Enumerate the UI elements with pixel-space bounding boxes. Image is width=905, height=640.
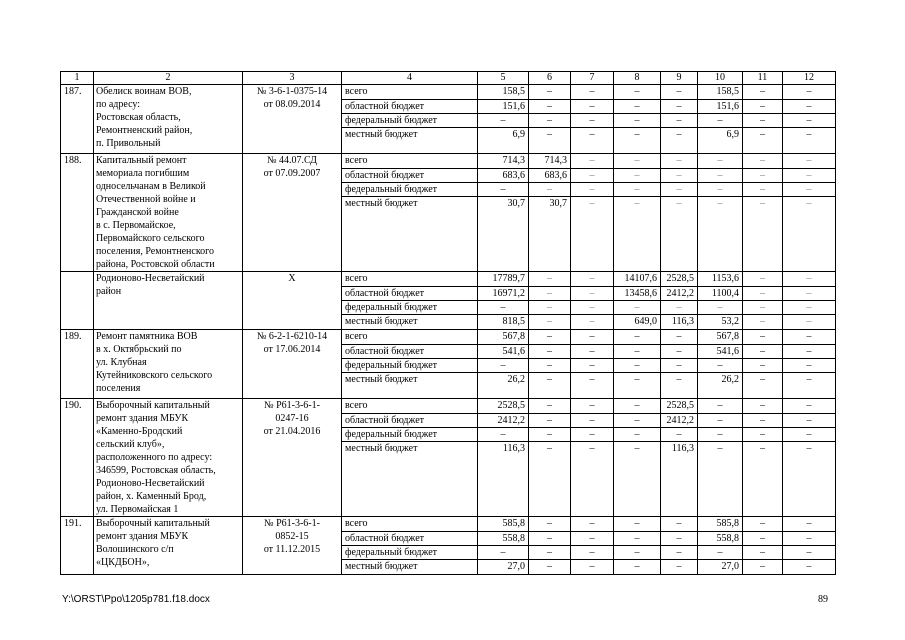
value-cell: – — [743, 546, 783, 560]
value-cell: – — [614, 128, 661, 154]
row-number: 188. — [61, 154, 94, 272]
value-cell: – — [529, 128, 571, 154]
row-number: 189. — [61, 330, 94, 399]
value-cell: – — [571, 399, 614, 414]
value-cell: – — [661, 330, 698, 345]
document-ref: № Р61-3-6-1- 0852-15 от 11.12.2015 — [243, 517, 342, 575]
value-cell: – — [571, 301, 614, 315]
value-cell: – — [571, 330, 614, 345]
value-cell: 649,0 — [614, 315, 661, 330]
value-cell: 26,2 — [698, 373, 743, 399]
value-cell: – — [529, 546, 571, 560]
value-cell: – — [614, 546, 661, 560]
value-cell: 2528,5 — [478, 399, 529, 414]
value-cell: – — [698, 428, 743, 442]
value-cell: 151,6 — [478, 100, 529, 114]
value-cell: – — [661, 169, 698, 183]
value-cell: – — [571, 345, 614, 359]
value-cell: – — [529, 414, 571, 428]
value-cell: – — [743, 301, 783, 315]
value-cell: – — [614, 442, 661, 517]
funding-source: местный бюджет — [342, 315, 478, 330]
value-cell: 6,9 — [698, 128, 743, 154]
value-cell: – — [783, 359, 836, 373]
value-cell: – — [698, 442, 743, 517]
value-cell: 116,3 — [661, 442, 698, 517]
value-cell: – — [614, 183, 661, 197]
funding-source: местный бюджет — [342, 373, 478, 399]
header-cell: 7 — [571, 72, 614, 85]
value-cell: 158,5 — [698, 85, 743, 100]
table-row — [61, 154, 836, 169]
value-cell: – — [661, 532, 698, 546]
funding-source: областной бюджет — [342, 287, 478, 301]
value-cell: – — [661, 183, 698, 197]
header-cell: 1 — [61, 72, 94, 85]
value-cell: 30,7 — [529, 197, 571, 272]
header-cell: 4 — [342, 72, 478, 85]
value-cell: – — [783, 272, 836, 287]
header-cell: 9 — [661, 72, 698, 85]
funding-source: всего — [342, 399, 478, 414]
value-cell: 585,8 — [478, 517, 529, 532]
funding-source: всего — [342, 154, 478, 169]
value-cell: 116,3 — [661, 315, 698, 330]
value-cell: – — [661, 114, 698, 128]
value-cell: – — [614, 301, 661, 315]
value-cell: – — [661, 85, 698, 100]
value-cell: – — [743, 197, 783, 272]
value-cell: – — [529, 114, 571, 128]
value-cell: – — [743, 114, 783, 128]
value-cell: – — [743, 345, 783, 359]
object-name: Выборочный капитальный ремонт здания МБУК Волошинского с/п «ЦКДБОН», — [94, 517, 243, 575]
table-row — [61, 272, 836, 287]
value-cell: – — [478, 301, 529, 315]
value-cell: – — [529, 532, 571, 546]
value-cell: 116,3 — [478, 442, 529, 517]
value-cell: 151,6 — [698, 100, 743, 114]
value-cell: – — [614, 114, 661, 128]
value-cell: 14107,6 — [614, 272, 661, 287]
value-cell: – — [783, 330, 836, 345]
value-cell: – — [571, 532, 614, 546]
object-name: Обелиск воинам ВОВ, по адресу: Ростовская область, Ремонтненский район, п. Привольный — [94, 85, 243, 154]
funding-source: всего — [342, 330, 478, 345]
value-cell: 158,5 — [478, 85, 529, 100]
value-cell: – — [661, 345, 698, 359]
value-cell: – — [529, 330, 571, 345]
funding-source: местный бюджет — [342, 442, 478, 517]
value-cell: – — [614, 517, 661, 532]
value-cell: – — [614, 359, 661, 373]
row-number: 190. — [61, 399, 94, 517]
value-cell: 27,0 — [478, 560, 529, 575]
value-cell: – — [529, 428, 571, 442]
value-cell: 683,6 — [478, 169, 529, 183]
header-cell: 2 — [94, 72, 243, 85]
value-cell: – — [661, 546, 698, 560]
value-cell: – — [661, 100, 698, 114]
value-cell: – — [743, 428, 783, 442]
value-cell: – — [743, 517, 783, 532]
value-cell: 2412,2 — [661, 414, 698, 428]
value-cell: – — [783, 345, 836, 359]
value-cell: – — [478, 546, 529, 560]
header-cell: 8 — [614, 72, 661, 85]
footer-page-number: 89 — [818, 594, 828, 605]
value-cell: 30,7 — [478, 197, 529, 272]
object-name: Родионово-Несветайский район — [94, 272, 243, 330]
value-cell: – — [698, 399, 743, 414]
value-cell: – — [783, 517, 836, 532]
document-ref: № Р61-3-6-1- 0247-16 от 21.04.2016 — [243, 399, 342, 517]
value-cell: – — [743, 315, 783, 330]
value-cell: – — [783, 414, 836, 428]
value-cell: – — [571, 546, 614, 560]
value-cell: – — [743, 373, 783, 399]
funding-source: федеральный бюджет — [342, 114, 478, 128]
value-cell: – — [571, 359, 614, 373]
value-cell: – — [571, 128, 614, 154]
value-cell: – — [698, 154, 743, 169]
value-cell: – — [783, 546, 836, 560]
header-row — [61, 72, 836, 85]
value-cell: 2528,5 — [661, 399, 698, 414]
value-cell: – — [743, 128, 783, 154]
value-cell: 27,0 — [698, 560, 743, 575]
value-cell: – — [783, 442, 836, 517]
value-cell: 2412,2 — [661, 287, 698, 301]
value-cell: – — [529, 399, 571, 414]
value-cell: 2412,2 — [478, 414, 529, 428]
value-cell: 558,8 — [478, 532, 529, 546]
value-cell: – — [529, 100, 571, 114]
funding-source: областной бюджет — [342, 345, 478, 359]
value-cell: – — [743, 154, 783, 169]
value-cell: – — [614, 414, 661, 428]
value-cell: – — [698, 359, 743, 373]
value-cell: – — [743, 532, 783, 546]
funding-source: областной бюджет — [342, 532, 478, 546]
value-cell: – — [698, 114, 743, 128]
value-cell: – — [743, 560, 783, 575]
funding-source: федеральный бюджет — [342, 183, 478, 197]
value-cell: – — [529, 442, 571, 517]
value-cell: 26,2 — [478, 373, 529, 399]
value-cell: – — [571, 154, 614, 169]
value-cell: 567,8 — [698, 330, 743, 345]
header-cell: 6 — [529, 72, 571, 85]
value-cell: – — [698, 301, 743, 315]
value-cell: – — [783, 85, 836, 100]
value-cell: – — [529, 85, 571, 100]
value-cell: – — [614, 154, 661, 169]
value-cell: – — [743, 169, 783, 183]
value-cell: – — [783, 287, 836, 301]
table-row — [61, 517, 836, 532]
document-ref: Х — [243, 272, 342, 330]
value-cell: – — [743, 442, 783, 517]
value-cell: 1153,6 — [698, 272, 743, 287]
value-cell: – — [529, 345, 571, 359]
header-cell: 3 — [243, 72, 342, 85]
document-ref: № 3-6-1-0375-14 от 08.09.2014 — [243, 85, 342, 154]
value-cell: 558,8 — [698, 532, 743, 546]
value-cell: – — [529, 373, 571, 399]
value-cell: – — [783, 532, 836, 546]
funding-source: областной бюджет — [342, 169, 478, 183]
funding-source: областной бюджет — [342, 414, 478, 428]
header-cell: 5 — [478, 72, 529, 85]
value-cell: – — [571, 414, 614, 428]
value-cell: – — [743, 330, 783, 345]
value-cell: 818,5 — [478, 315, 529, 330]
value-cell: – — [571, 560, 614, 575]
value-cell: – — [571, 100, 614, 114]
footer-file-path: Y:\ORST\Ppo\1205p781.f18.docx — [62, 594, 210, 605]
value-cell: 683,6 — [529, 169, 571, 183]
value-cell: – — [614, 345, 661, 359]
value-cell: – — [698, 546, 743, 560]
value-cell: – — [743, 287, 783, 301]
value-cell: – — [783, 315, 836, 330]
funding-source: федеральный бюджет — [342, 359, 478, 373]
funding-source: всего — [342, 272, 478, 287]
value-cell: – — [743, 399, 783, 414]
table-row — [61, 330, 836, 345]
value-cell: – — [783, 128, 836, 154]
value-cell: – — [614, 169, 661, 183]
value-cell: 2528,5 — [661, 272, 698, 287]
header-cell: 12 — [783, 72, 836, 85]
value-cell: – — [783, 197, 836, 272]
value-cell: – — [614, 532, 661, 546]
funding-source: местный бюджет — [342, 560, 478, 575]
value-cell: – — [743, 100, 783, 114]
value-cell: – — [661, 154, 698, 169]
value-cell: – — [661, 373, 698, 399]
value-cell: – — [571, 183, 614, 197]
value-cell: – — [529, 287, 571, 301]
value-cell: – — [661, 197, 698, 272]
value-cell: – — [661, 128, 698, 154]
header-cell: 10 — [698, 72, 743, 85]
value-cell: – — [614, 560, 661, 575]
value-cell: – — [529, 183, 571, 197]
value-cell: – — [661, 428, 698, 442]
object-name: Капитальный ремонт мемориала погибшим односельчанам в Великой Отечественной войне и Гражданской войне в с. Первомайское, Первомайского сельского поселения, Ремонтненского района, Ростовской области — [94, 154, 243, 272]
value-cell: 541,6 — [698, 345, 743, 359]
value-cell: – — [661, 359, 698, 373]
value-cell: – — [571, 169, 614, 183]
value-cell: 16971,2 — [478, 287, 529, 301]
value-cell: – — [698, 183, 743, 197]
row-number: 187. — [61, 85, 94, 154]
value-cell: – — [478, 183, 529, 197]
value-cell: – — [529, 301, 571, 315]
value-cell: – — [783, 154, 836, 169]
value-cell: – — [783, 169, 836, 183]
value-cell: 567,8 — [478, 330, 529, 345]
value-cell: – — [783, 560, 836, 575]
object-name: Ремонт памятника ВОВ в х. Октябрьский по ул. Клубная Кутейниковского сельского поселения — [94, 330, 243, 399]
value-cell: – — [698, 169, 743, 183]
value-cell: – — [614, 85, 661, 100]
value-cell: 6,9 — [478, 128, 529, 154]
funding-source: федеральный бюджет — [342, 428, 478, 442]
value-cell: – — [743, 414, 783, 428]
value-cell: 585,8 — [698, 517, 743, 532]
value-cell: 714,3 — [529, 154, 571, 169]
value-cell: – — [743, 359, 783, 373]
value-cell: – — [614, 373, 661, 399]
value-cell: – — [743, 85, 783, 100]
value-cell: – — [571, 442, 614, 517]
value-cell: – — [661, 301, 698, 315]
value-cell: – — [571, 517, 614, 532]
document-ref: № 6-2-1-6210-14 от 17.06.2014 — [243, 330, 342, 399]
value-cell: 17789,7 — [478, 272, 529, 287]
value-cell: – — [614, 428, 661, 442]
table-row — [61, 85, 836, 100]
value-cell: – — [743, 272, 783, 287]
value-cell: – — [783, 100, 836, 114]
value-cell: – — [529, 359, 571, 373]
table-row — [61, 399, 836, 414]
document-ref: № 44.07.СД от 07.09.2007 — [243, 154, 342, 272]
funding-source: всего — [342, 517, 478, 532]
value-cell: – — [571, 428, 614, 442]
value-cell: – — [614, 399, 661, 414]
value-cell: 541,6 — [478, 345, 529, 359]
value-cell: – — [478, 114, 529, 128]
value-cell: – — [614, 197, 661, 272]
header-cell: 11 — [743, 72, 783, 85]
value-cell: – — [529, 560, 571, 575]
value-cell: – — [529, 315, 571, 330]
value-cell: – — [571, 373, 614, 399]
value-cell: 53,2 — [698, 315, 743, 330]
value-cell: – — [529, 272, 571, 287]
value-cell: 1100,4 — [698, 287, 743, 301]
value-cell: – — [571, 114, 614, 128]
value-cell: – — [571, 197, 614, 272]
value-cell: – — [783, 399, 836, 414]
value-cell: – — [783, 373, 836, 399]
value-cell: – — [478, 359, 529, 373]
value-cell: – — [698, 197, 743, 272]
value-cell: – — [743, 183, 783, 197]
funding-source: федеральный бюджет — [342, 301, 478, 315]
value-cell: – — [783, 428, 836, 442]
funding-source: местный бюджет — [342, 128, 478, 154]
value-cell: – — [698, 414, 743, 428]
funding-source: областной бюджет — [342, 100, 478, 114]
value-cell: 13458,6 — [614, 287, 661, 301]
value-cell: – — [529, 517, 571, 532]
value-cell: – — [661, 560, 698, 575]
value-cell: – — [571, 272, 614, 287]
value-cell: – — [783, 183, 836, 197]
value-cell: – — [783, 114, 836, 128]
value-cell: – — [783, 301, 836, 315]
funding-source: федеральный бюджет — [342, 546, 478, 560]
row-number: 191. — [61, 517, 94, 575]
funding-source: всего — [342, 85, 478, 100]
budget-table — [60, 71, 836, 575]
row-number — [61, 272, 94, 330]
value-cell: – — [478, 428, 529, 442]
value-cell: – — [614, 330, 661, 345]
value-cell: – — [614, 100, 661, 114]
value-cell: – — [571, 315, 614, 330]
table-body — [61, 72, 836, 575]
value-cell: – — [571, 287, 614, 301]
value-cell: 714,3 — [478, 154, 529, 169]
value-cell: – — [571, 85, 614, 100]
funding-source: местный бюджет — [342, 197, 478, 272]
object-name: Выборочный капитальный ремонт здания МБУК «Каменно-Бродский сельский клуб», расположенного по адресу: 346599, Ростовская область, Родионово-Несветайский район, х. Каменный Брод, ул. Первомайская 1 — [94, 399, 243, 517]
value-cell: – — [661, 517, 698, 532]
